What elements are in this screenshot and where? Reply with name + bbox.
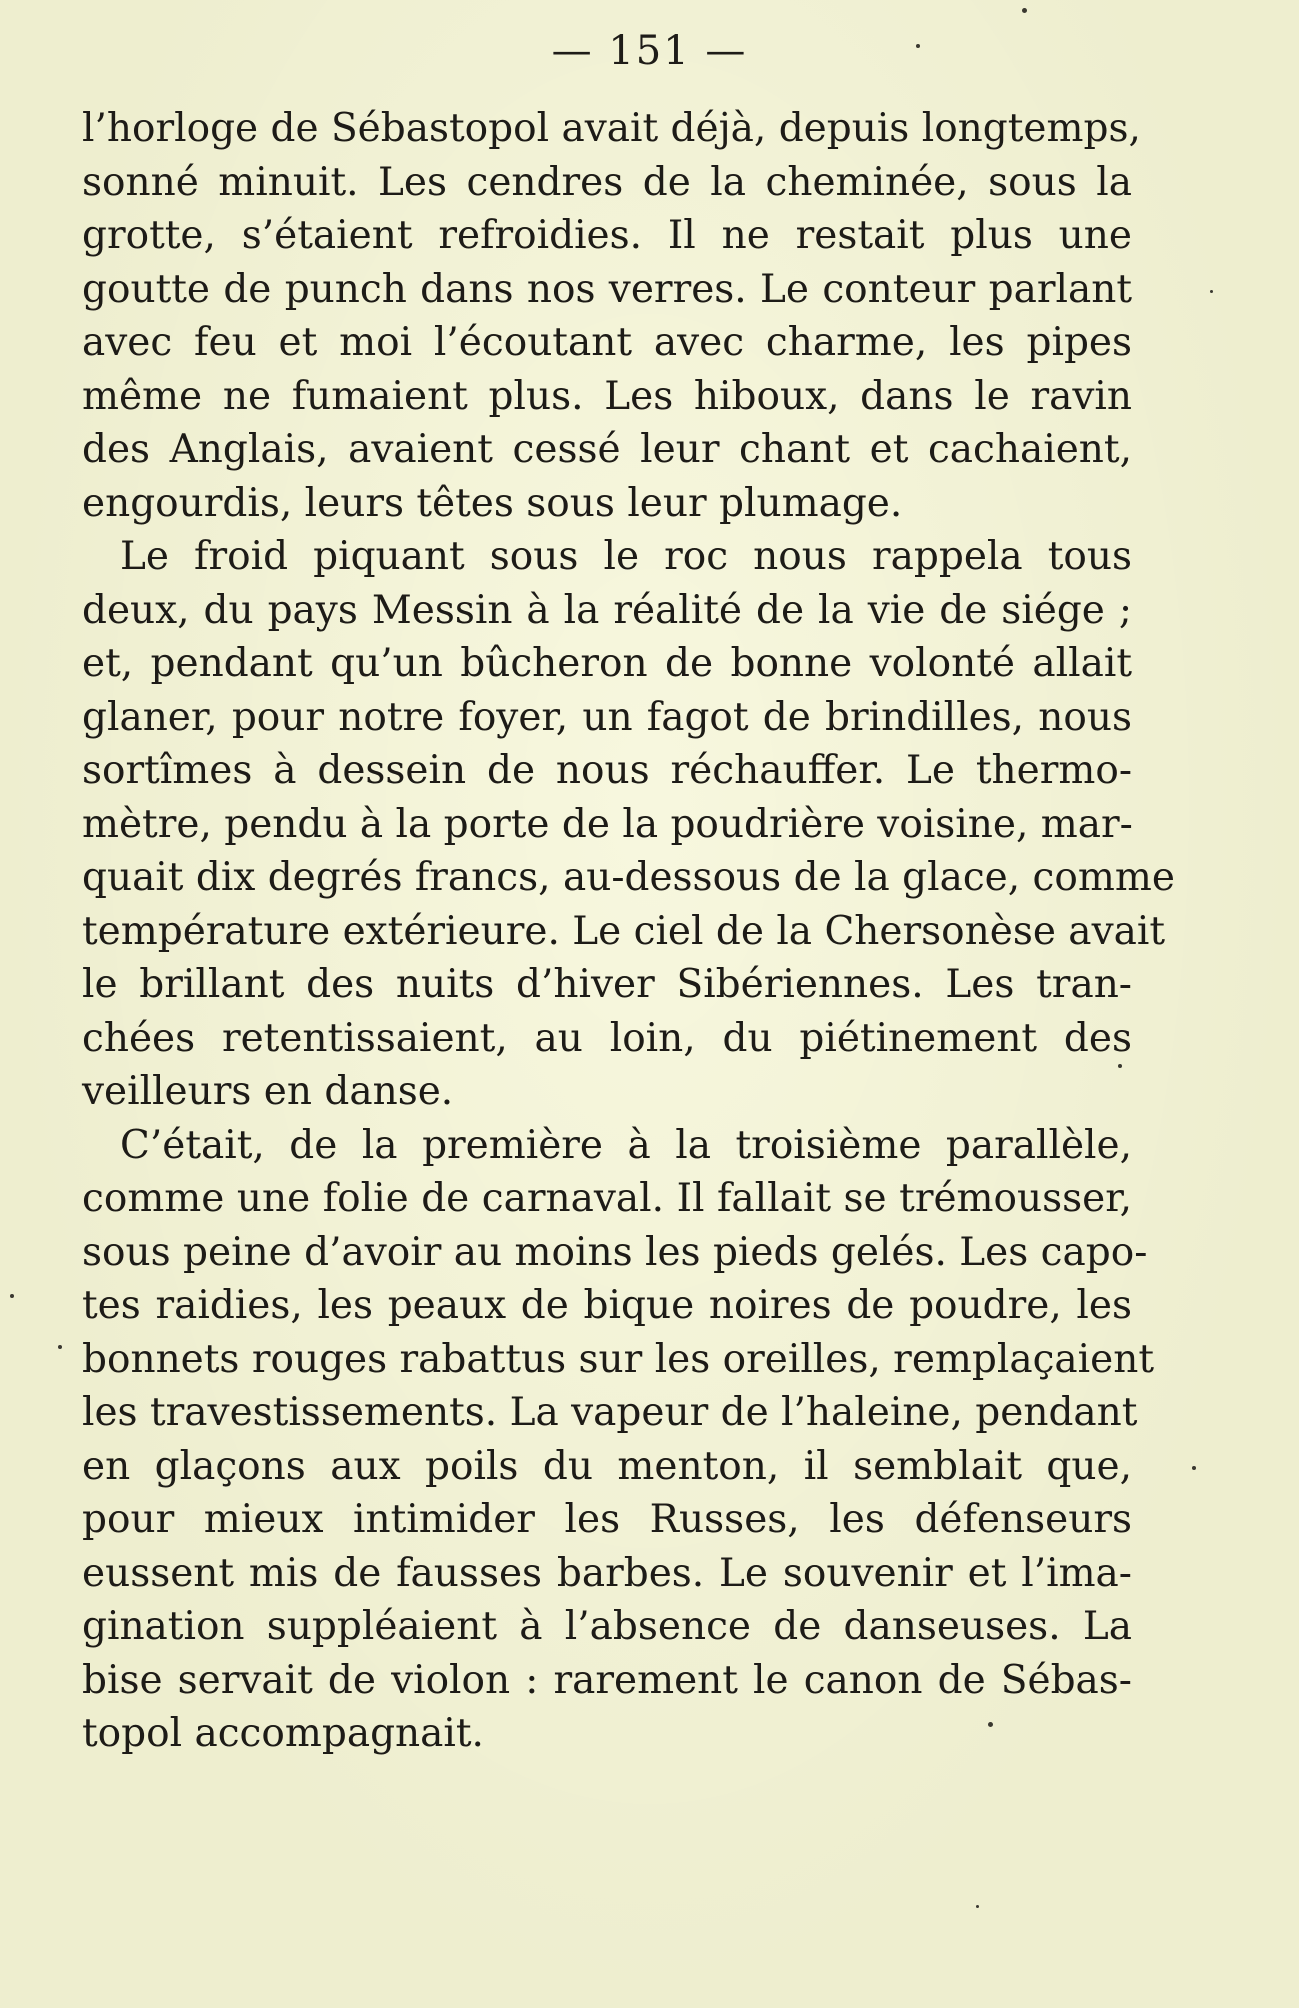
ink-speck — [976, 1905, 979, 1908]
page-body-text — [82, 102, 1175, 1761]
text-line: sortîmes à dessein de nous réchauffer. Le thermo- — [82, 748, 1132, 793]
paragraph-2 — [82, 530, 1175, 1119]
text-line: les travestissements. La vapeur de l’haleine, pendant — [82, 1390, 1138, 1435]
text-line: chées retentissaient, au loin, du piétinement des — [82, 1015, 1132, 1061]
text-line: topol accompagnait. — [82, 1711, 484, 1756]
text-line: mètre, pendu à la porte de la poudrière voisine, mar- — [82, 801, 1133, 847]
text-line: gination suppléaient à l’absence de danseuses. La — [82, 1604, 1132, 1649]
text-line: et, pendant qu’un bûcheron de bonne volonté allait — [82, 641, 1132, 686]
text-line: sonné minuit. Les cendres de la cheminée, sous la — [82, 159, 1132, 205]
text-line: tes raidies, les peaux de bique noires de poudre, les — [82, 1283, 1132, 1328]
text-line: C’était, de la première à la troisième parallèle, — [120, 1122, 1132, 1168]
text-line: même ne fumaient plus. Les hiboux, dans le ravin — [82, 373, 1132, 419]
text-line: eussent mis de fausses barbes. Le souvenir et l’ima- — [82, 1550, 1132, 1596]
text-line: température extérieure. Le ciel de la Chersonèse avait — [82, 908, 1165, 954]
paragraph-3 — [82, 1119, 1155, 1761]
paragraph-1 — [82, 102, 1141, 530]
text-line: glaner, pour notre foyer, un fagot de brindilles, nous — [82, 694, 1132, 740]
text-line: veilleurs en danse. — [82, 1069, 454, 1114]
ink-speck — [1192, 1466, 1196, 1470]
ink-speck — [1022, 8, 1027, 13]
text-line: goutte de punch dans nos verres. Le conteur parlant — [82, 266, 1132, 312]
text-line: deux, du pays Messin à la réalité de la vie de siége ; — [82, 587, 1132, 633]
ink-speck — [1210, 290, 1213, 293]
text-line: comme une folie de carnaval. Il fallait se trémousser, — [82, 1176, 1132, 1221]
text-line: grotte, s’étaient refroidies. Il ne restait plus une — [82, 213, 1132, 258]
text-line: quait dix degrés francs, au-dessous de la glace, comme — [82, 855, 1175, 900]
text-line: sous peine d’avoir au moins les pieds gelés. Les capo- — [82, 1229, 1148, 1275]
text-line: pour mieux intimider les Russes, les défenseurs — [82, 1497, 1132, 1542]
text-line: Le froid piquant sous le roc nous rappela tous — [120, 534, 1132, 579]
text-line: l’horloge de Sébastopol avait déjà, depuis longtemps, — [82, 106, 1141, 151]
ink-speck — [10, 1294, 14, 1298]
text-line: bonnets rouges rabattus sur les oreilles, remplaçaient — [82, 1336, 1155, 1382]
text-line: en glaçons aux poils du menton, il semblait que, — [82, 1443, 1132, 1489]
text-line: le brillant des nuits d’hiver Sibériennes. Les tran- — [82, 962, 1132, 1007]
ink-speck — [1118, 1064, 1122, 1068]
text-line: engourdis, leurs têtes sous leur plumage. — [82, 480, 903, 526]
ink-speck — [916, 44, 920, 48]
text-line: avec feu et moi l’écoutant avec charme, les pipes — [82, 320, 1132, 365]
ink-speck — [58, 1345, 62, 1349]
text-line: des Anglais, avaient cessé leur chant et cachaient, — [82, 427, 1132, 472]
ink-speck — [988, 1722, 993, 1727]
text-line: bise servait de violon : rarement le canon de Sébas- — [82, 1657, 1132, 1703]
page-number: — 151 — — [551, 28, 748, 74]
